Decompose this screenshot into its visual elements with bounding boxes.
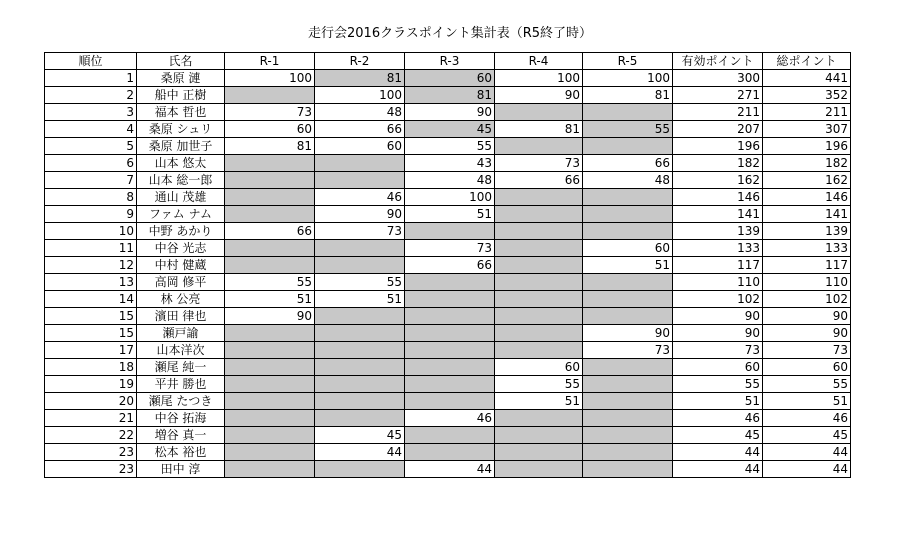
rank-cell: 5 <box>45 138 137 155</box>
table-row <box>45 410 851 427</box>
header-rank: 順位 <box>45 53 137 70</box>
rank-cell: 11 <box>45 240 137 257</box>
table-row <box>45 461 851 478</box>
valid-points-cell: 90 <box>673 325 763 342</box>
total-points-cell: 117 <box>763 257 851 274</box>
round-5-cell <box>583 444 673 461</box>
round-1-cell <box>225 359 315 376</box>
round-1-cell: 55 <box>225 274 315 291</box>
table-row <box>45 240 851 257</box>
table-row <box>45 444 851 461</box>
valid-points-cell: 60 <box>673 359 763 376</box>
round-4-cell <box>495 325 583 342</box>
name-cell: 中村 健蔵 <box>137 257 225 274</box>
rank-cell: 23 <box>45 461 137 478</box>
total-points-cell: 133 <box>763 240 851 257</box>
total-points-cell: 182 <box>763 155 851 172</box>
round-4-cell <box>495 410 583 427</box>
table-row <box>45 206 851 223</box>
round-3-cell <box>405 393 495 410</box>
total-points-cell: 211 <box>763 104 851 121</box>
round-4-cell: 90 <box>495 87 583 104</box>
round-5-cell <box>583 308 673 325</box>
table-row <box>45 308 851 325</box>
name-cell: 田中 淳 <box>137 461 225 478</box>
valid-points-cell: 207 <box>673 121 763 138</box>
round-1-cell <box>225 393 315 410</box>
round-5-cell: 100 <box>583 70 673 87</box>
round-1-cell: 90 <box>225 308 315 325</box>
round-2-cell <box>315 155 405 172</box>
round-4-cell <box>495 206 583 223</box>
round-1-cell: 73 <box>225 104 315 121</box>
round-3-cell <box>405 325 495 342</box>
table-body <box>45 70 851 478</box>
round-5-cell: 60 <box>583 240 673 257</box>
round-4-cell: 60 <box>495 359 583 376</box>
round-5-cell <box>583 274 673 291</box>
total-points-cell: 139 <box>763 223 851 240</box>
total-points-cell: 90 <box>763 325 851 342</box>
valid-points-cell: 102 <box>673 291 763 308</box>
round-5-cell <box>583 104 673 121</box>
rank-cell: 8 <box>45 189 137 206</box>
table-row <box>45 291 851 308</box>
valid-points-cell: 182 <box>673 155 763 172</box>
round-4-cell: 66 <box>495 172 583 189</box>
round-1-cell <box>225 155 315 172</box>
round-2-cell <box>315 257 405 274</box>
round-2-cell: 46 <box>315 189 405 206</box>
round-3-cell: 60 <box>405 70 495 87</box>
round-4-cell: 81 <box>495 121 583 138</box>
rank-cell: 14 <box>45 291 137 308</box>
round-1-cell: 81 <box>225 138 315 155</box>
name-cell: 桑原 加世子 <box>137 138 225 155</box>
header-row <box>45 53 851 70</box>
name-cell: 瀬尾 純一 <box>137 359 225 376</box>
round-5-cell <box>583 393 673 410</box>
round-2-cell <box>315 172 405 189</box>
table-row <box>45 121 851 138</box>
round-3-cell <box>405 291 495 308</box>
total-points-cell: 146 <box>763 189 851 206</box>
valid-points-cell: 146 <box>673 189 763 206</box>
header-r3: R-3 <box>405 53 495 70</box>
name-cell: 船中 正樹 <box>137 87 225 104</box>
round-5-cell <box>583 291 673 308</box>
table-row <box>45 155 851 172</box>
round-3-cell <box>405 274 495 291</box>
rank-cell: 12 <box>45 257 137 274</box>
name-cell: 松本 裕也 <box>137 444 225 461</box>
round-2-cell: 73 <box>315 223 405 240</box>
round-5-cell: 48 <box>583 172 673 189</box>
round-1-cell <box>225 189 315 206</box>
rank-cell: 2 <box>45 87 137 104</box>
header-r1: R-1 <box>225 53 315 70</box>
round-3-cell: 44 <box>405 461 495 478</box>
round-5-cell <box>583 189 673 206</box>
rank-cell: 17 <box>45 342 137 359</box>
valid-points-cell: 141 <box>673 206 763 223</box>
round-1-cell <box>225 172 315 189</box>
round-2-cell: 48 <box>315 104 405 121</box>
round-5-cell: 55 <box>583 121 673 138</box>
total-points-cell: 46 <box>763 410 851 427</box>
valid-points-cell: 133 <box>673 240 763 257</box>
round-2-cell: 90 <box>315 206 405 223</box>
round-5-cell: 66 <box>583 155 673 172</box>
round-5-cell: 90 <box>583 325 673 342</box>
rank-cell: 20 <box>45 393 137 410</box>
round-4-cell <box>495 444 583 461</box>
round-4-cell <box>495 223 583 240</box>
name-cell: 中谷 光志 <box>137 240 225 257</box>
valid-points-cell: 300 <box>673 70 763 87</box>
valid-points-cell: 211 <box>673 104 763 121</box>
round-3-cell: 66 <box>405 257 495 274</box>
name-cell: 中野 あかり <box>137 223 225 240</box>
table-row <box>45 70 851 87</box>
round-3-cell: 73 <box>405 240 495 257</box>
name-cell: 通山 茂雄 <box>137 189 225 206</box>
table-row <box>45 87 851 104</box>
header-r4: R-4 <box>495 53 583 70</box>
round-2-cell <box>315 325 405 342</box>
round-2-cell: 100 <box>315 87 405 104</box>
valid-points-cell: 44 <box>673 444 763 461</box>
rank-cell: 13 <box>45 274 137 291</box>
header-r5: R-5 <box>583 53 673 70</box>
round-4-cell: 51 <box>495 393 583 410</box>
rank-cell: 19 <box>45 376 137 393</box>
round-1-cell: 51 <box>225 291 315 308</box>
valid-points-cell: 110 <box>673 274 763 291</box>
round-4-cell <box>495 291 583 308</box>
header-valid-points: 有効ポイント <box>673 53 763 70</box>
valid-points-cell: 45 <box>673 427 763 444</box>
name-cell: 桑原 漣 <box>137 70 225 87</box>
valid-points-cell: 90 <box>673 308 763 325</box>
table-row <box>45 359 851 376</box>
round-3-cell: 90 <box>405 104 495 121</box>
total-points-cell: 51 <box>763 393 851 410</box>
total-points-cell: 55 <box>763 376 851 393</box>
table-row <box>45 427 851 444</box>
round-4-cell <box>495 257 583 274</box>
rank-cell: 15 <box>45 308 137 325</box>
valid-points-cell: 46 <box>673 410 763 427</box>
round-1-cell <box>225 410 315 427</box>
table-row <box>45 189 851 206</box>
round-5-cell <box>583 461 673 478</box>
round-4-cell <box>495 308 583 325</box>
name-cell: 濱田 律也 <box>137 308 225 325</box>
round-4-cell <box>495 274 583 291</box>
round-4-cell <box>495 104 583 121</box>
round-3-cell: 43 <box>405 155 495 172</box>
round-4-cell <box>495 427 583 444</box>
valid-points-cell: 51 <box>673 393 763 410</box>
header-name: 氏名 <box>137 53 225 70</box>
rank-cell: 6 <box>45 155 137 172</box>
round-1-cell <box>225 342 315 359</box>
total-points-cell: 196 <box>763 138 851 155</box>
round-5-cell <box>583 206 673 223</box>
valid-points-cell: 196 <box>673 138 763 155</box>
table-row <box>45 376 851 393</box>
round-3-cell <box>405 376 495 393</box>
round-3-cell: 48 <box>405 172 495 189</box>
round-5-cell: 73 <box>583 342 673 359</box>
round-3-cell: 81 <box>405 87 495 104</box>
rank-cell: 10 <box>45 223 137 240</box>
round-3-cell: 45 <box>405 121 495 138</box>
valid-points-cell: 73 <box>673 342 763 359</box>
round-3-cell: 100 <box>405 189 495 206</box>
table-row <box>45 223 851 240</box>
table-row <box>45 342 851 359</box>
round-2-cell <box>315 240 405 257</box>
total-points-cell: 44 <box>763 461 851 478</box>
name-cell: 山本 総一郎 <box>137 172 225 189</box>
round-4-cell <box>495 240 583 257</box>
round-4-cell: 100 <box>495 70 583 87</box>
header-total-points: 総ポイント <box>763 53 851 70</box>
valid-points-cell: 271 <box>673 87 763 104</box>
total-points-cell: 141 <box>763 206 851 223</box>
name-cell: 平井 勝也 <box>137 376 225 393</box>
rank-cell: 7 <box>45 172 137 189</box>
valid-points-cell: 55 <box>673 376 763 393</box>
round-1-cell <box>225 427 315 444</box>
round-3-cell <box>405 444 495 461</box>
total-points-cell: 73 <box>763 342 851 359</box>
table-row <box>45 138 851 155</box>
name-cell: 瀬尾 たつき <box>137 393 225 410</box>
rank-cell: 9 <box>45 206 137 223</box>
round-2-cell <box>315 410 405 427</box>
round-4-cell <box>495 461 583 478</box>
total-points-cell: 162 <box>763 172 851 189</box>
round-3-cell: 51 <box>405 206 495 223</box>
round-5-cell <box>583 410 673 427</box>
round-1-cell: 100 <box>225 70 315 87</box>
round-2-cell: 45 <box>315 427 405 444</box>
name-cell: ファム ナム <box>137 206 225 223</box>
round-3-cell <box>405 427 495 444</box>
round-4-cell <box>495 138 583 155</box>
valid-points-cell: 139 <box>673 223 763 240</box>
round-1-cell <box>225 240 315 257</box>
round-1-cell <box>225 325 315 342</box>
round-2-cell <box>315 376 405 393</box>
round-5-cell <box>583 427 673 444</box>
round-2-cell <box>315 342 405 359</box>
round-2-cell: 55 <box>315 274 405 291</box>
rank-cell: 18 <box>45 359 137 376</box>
round-2-cell <box>315 308 405 325</box>
name-cell: 増谷 真一 <box>137 427 225 444</box>
round-2-cell: 66 <box>315 121 405 138</box>
table-row <box>45 257 851 274</box>
round-1-cell: 66 <box>225 223 315 240</box>
name-cell: 桑原 シュリ <box>137 121 225 138</box>
total-points-cell: 307 <box>763 121 851 138</box>
total-points-cell: 60 <box>763 359 851 376</box>
round-4-cell <box>495 189 583 206</box>
valid-points-cell: 117 <box>673 257 763 274</box>
name-cell: 高岡 修平 <box>137 274 225 291</box>
round-5-cell <box>583 359 673 376</box>
table-row <box>45 274 851 291</box>
total-points-cell: 102 <box>763 291 851 308</box>
round-1-cell <box>225 444 315 461</box>
round-4-cell: 55 <box>495 376 583 393</box>
round-4-cell <box>495 342 583 359</box>
round-5-cell <box>583 138 673 155</box>
rank-cell: 15 <box>45 325 137 342</box>
table-row <box>45 325 851 342</box>
rank-cell: 3 <box>45 104 137 121</box>
round-1-cell <box>225 461 315 478</box>
round-2-cell <box>315 359 405 376</box>
round-1-cell: 60 <box>225 121 315 138</box>
round-1-cell <box>225 376 315 393</box>
rank-cell: 22 <box>45 427 137 444</box>
total-points-cell: 90 <box>763 308 851 325</box>
table-row <box>45 172 851 189</box>
valid-points-cell: 44 <box>673 461 763 478</box>
name-cell: 山本 悠太 <box>137 155 225 172</box>
total-points-cell: 352 <box>763 87 851 104</box>
header-r2: R-2 <box>315 53 405 70</box>
rank-cell: 23 <box>45 444 137 461</box>
round-2-cell: 81 <box>315 70 405 87</box>
rank-cell: 1 <box>45 70 137 87</box>
round-3-cell <box>405 359 495 376</box>
round-2-cell <box>315 461 405 478</box>
name-cell: 瀬戸諭 <box>137 325 225 342</box>
round-1-cell <box>225 257 315 274</box>
round-4-cell: 73 <box>495 155 583 172</box>
total-points-cell: 45 <box>763 427 851 444</box>
name-cell: 山本洋次 <box>137 342 225 359</box>
round-2-cell: 44 <box>315 444 405 461</box>
total-points-cell: 44 <box>763 444 851 461</box>
name-cell: 林 公亮 <box>137 291 225 308</box>
round-3-cell <box>405 342 495 359</box>
name-cell: 福本 哲也 <box>137 104 225 121</box>
round-2-cell: 60 <box>315 138 405 155</box>
page-title: 走行会2016クラスポイント集計表（R5終了時） <box>308 26 592 41</box>
points-table <box>44 52 851 478</box>
round-1-cell <box>225 206 315 223</box>
rank-cell: 4 <box>45 121 137 138</box>
round-2-cell: 51 <box>315 291 405 308</box>
round-3-cell: 55 <box>405 138 495 155</box>
total-points-cell: 110 <box>763 274 851 291</box>
round-5-cell <box>583 223 673 240</box>
round-5-cell: 51 <box>583 257 673 274</box>
total-points-cell: 441 <box>763 70 851 87</box>
round-3-cell: 46 <box>405 410 495 427</box>
valid-points-cell: 162 <box>673 172 763 189</box>
round-5-cell: 81 <box>583 87 673 104</box>
rank-cell: 21 <box>45 410 137 427</box>
round-3-cell <box>405 223 495 240</box>
round-3-cell <box>405 308 495 325</box>
round-2-cell <box>315 393 405 410</box>
round-1-cell <box>225 87 315 104</box>
table-row <box>45 104 851 121</box>
table-row <box>45 393 851 410</box>
round-5-cell <box>583 376 673 393</box>
name-cell: 中谷 拓海 <box>137 410 225 427</box>
